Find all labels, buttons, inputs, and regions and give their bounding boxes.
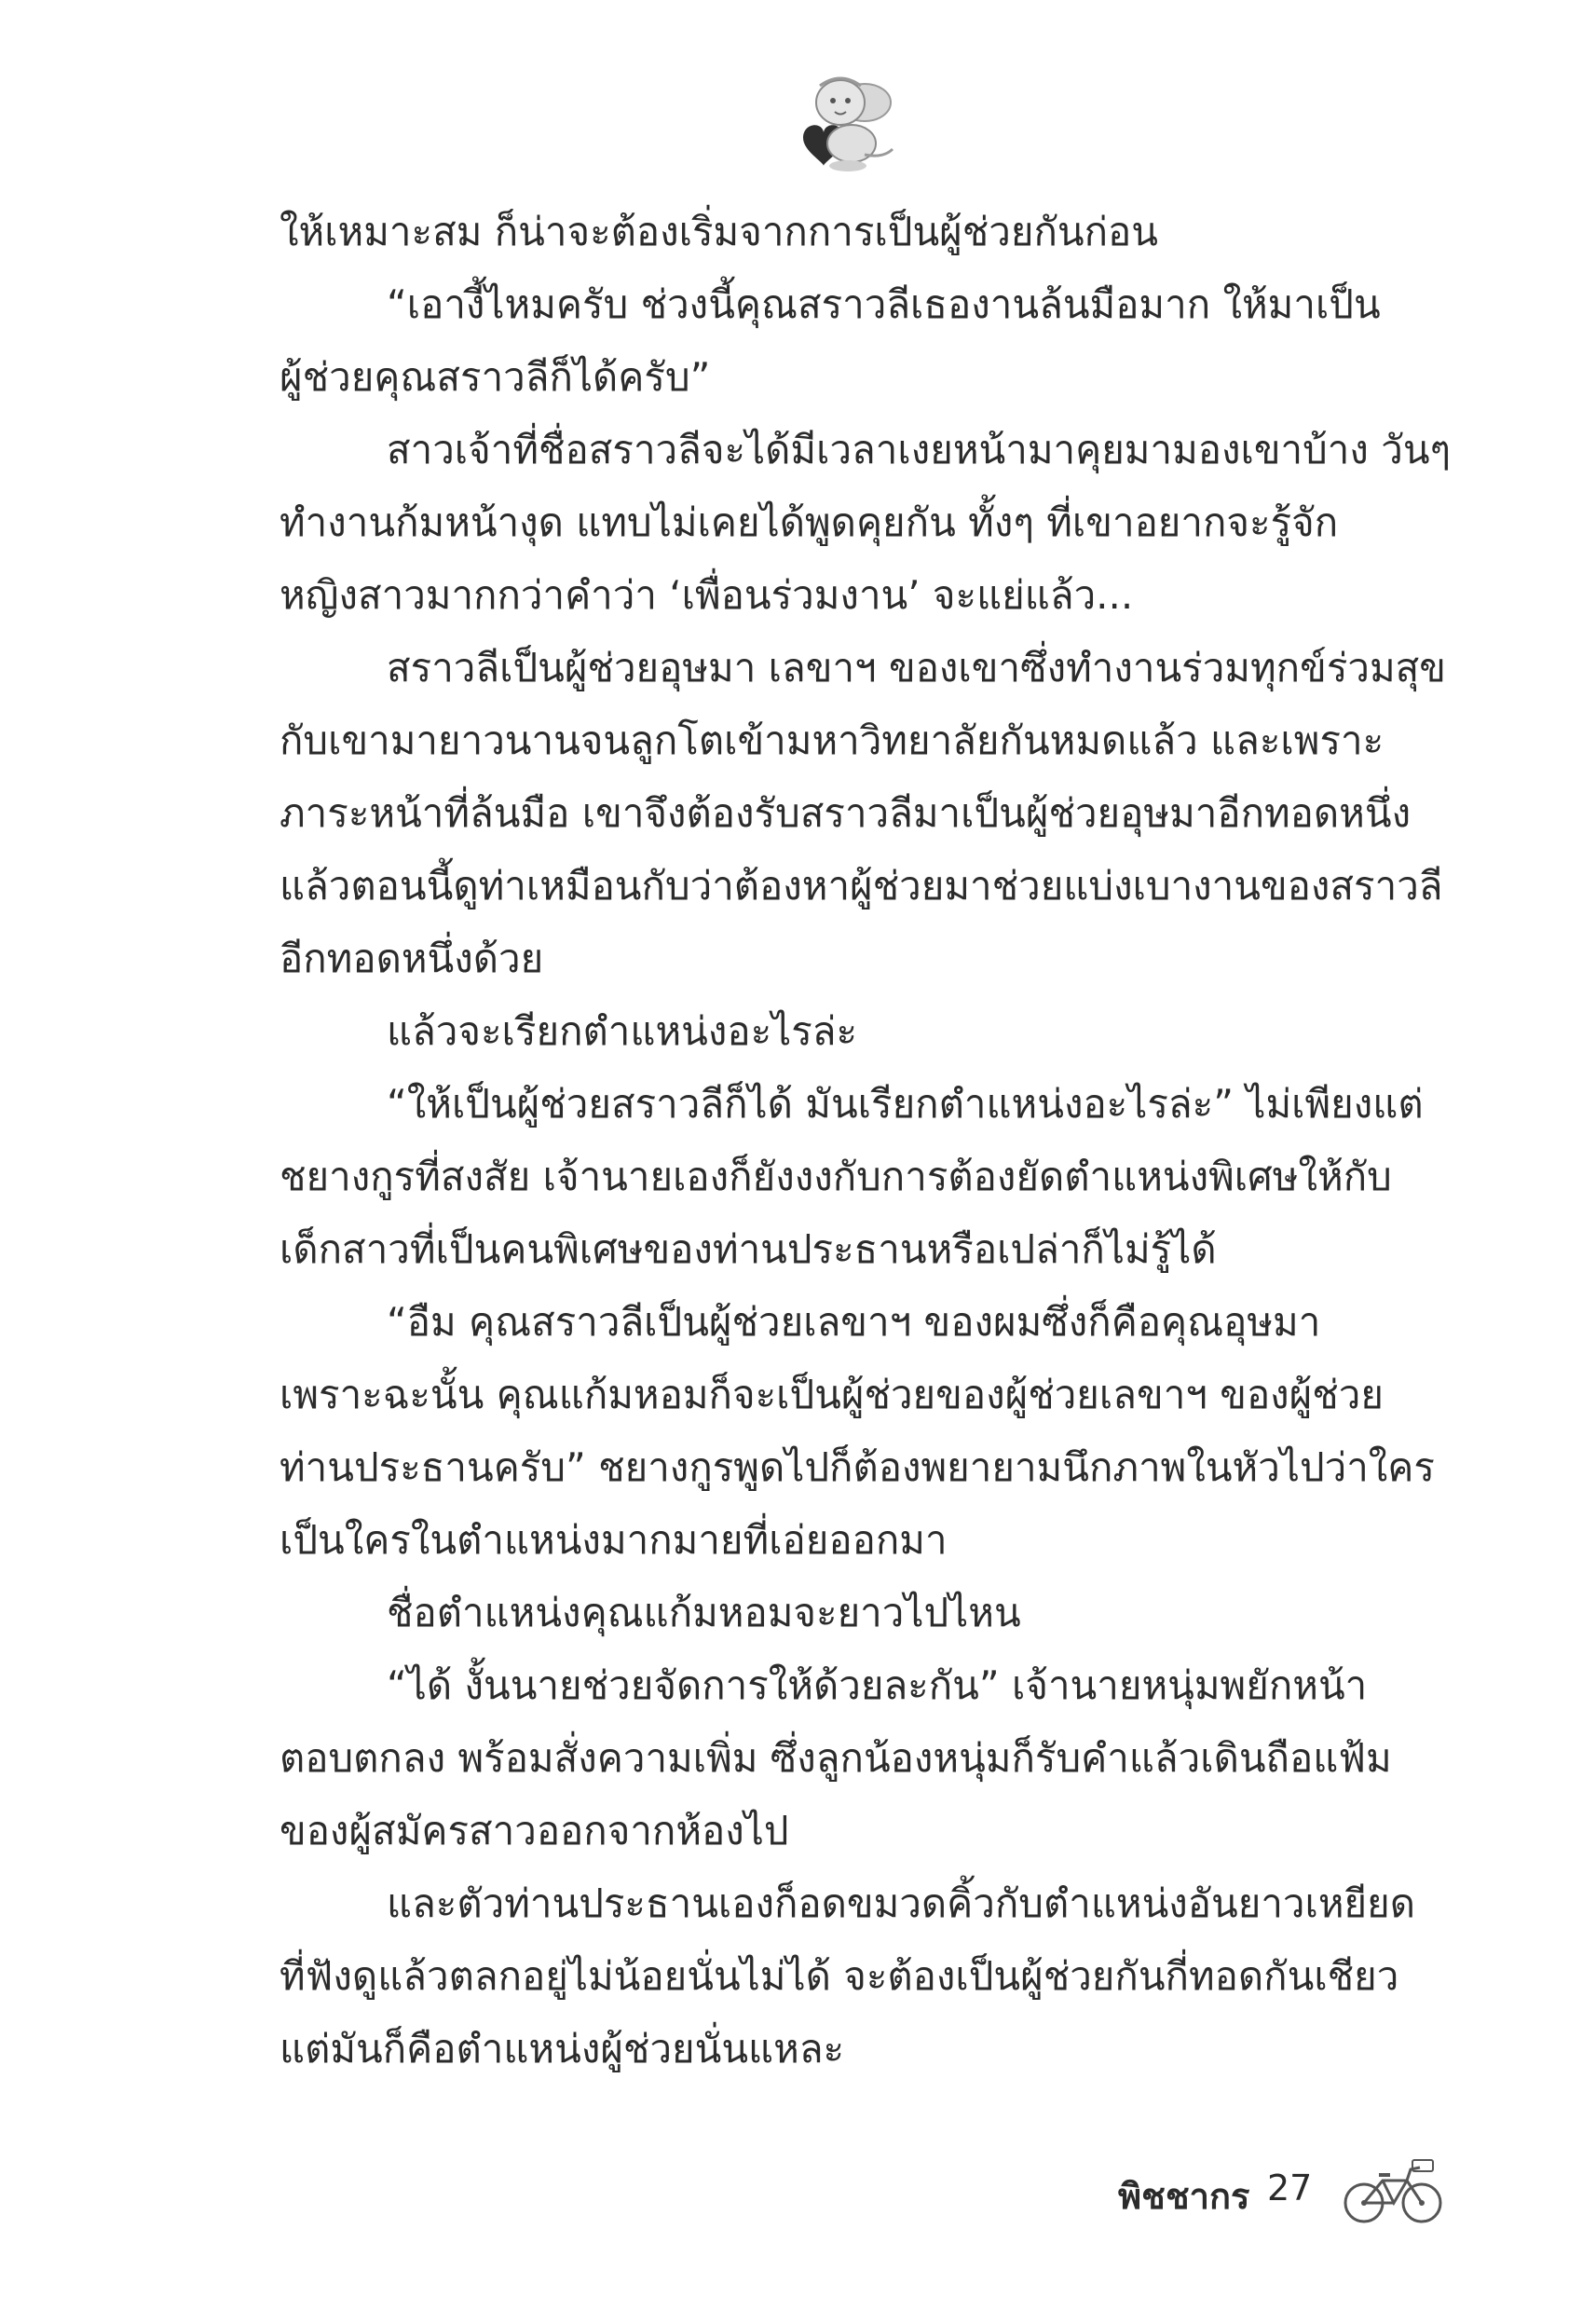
text-line: “ได้ งั้นนายช่วยจัดการให้ด้วยละกัน” เจ้านายหนุ่มพยักหน้า bbox=[387, 1662, 1368, 1708]
text-line: เป็นใครในตำแหน่งมากมายที่เอ่ยออกมา bbox=[280, 1517, 948, 1563]
text-line: สราวลีเป็นผู้ช่วยอุษมา เลขาฯ ของเขาซึ่งทำงานร่วมทุกข์ร่วมสุข bbox=[387, 645, 1446, 691]
text-line: ท่านประธานครับ” ชยางกูรพูดไปก็ต้องพยายามนึกภาพในหัวไปว่าใคร bbox=[280, 1444, 1435, 1490]
text-line: หญิงสาวมากกว่าคำว่า ‘เพื่อนร่วมงาน’ จะแย่แล้ว... bbox=[280, 572, 1134, 618]
text-line: ชยางกูรที่สงสัย เจ้านายเองก็ยังงงกับการต้องยัดตำแหน่งพิเศษให้กับ bbox=[280, 1154, 1392, 1199]
text-line: แต่มันก็คือตำแหน่งผู้ช่วยนั่นแหละ bbox=[280, 2026, 845, 2072]
text-line: ทำงานก้มหน้างุด แทบไม่เคยได้พูดคุยกัน ทั้งๆ ที่เขาอยากจะรู้จัก bbox=[280, 499, 1339, 545]
text-line: “อืม คุณสราวลีเป็นผู้ช่วยเลขาฯ ของผมซึ่งก็คือคุณอุษมา bbox=[387, 1299, 1321, 1345]
text-line: ที่ฟังดูแล้วตลกอยู่ไม่น้อยนั่นไม่ได้ จะต้องเป็นผู้ช่วยกันกี่ทอดกันเชียว bbox=[280, 1953, 1399, 1999]
text-line: “ให้เป็นผู้ช่วยสราวลีก็ได้ มันเรียกตำแหน่งอะไรล่ะ” ไม่เพียงแต่ bbox=[387, 1081, 1424, 1127]
text-line: แล้วจะเรียกตำแหน่งอะไรล่ะ bbox=[387, 1008, 858, 1054]
text-line: สาวเจ้าที่ชื่อสราวลีจะได้มีเวลาเงยหน้ามาคุยมามองเขาบ้าง วันๆ bbox=[387, 427, 1452, 472]
text-line: เด็กสาวที่เป็นคนพิเศษของท่านประธานหรือเปล่าก็ไม่รู้ได้ bbox=[280, 1226, 1217, 1272]
text-line: อีกทอดหนึ่งด้วย bbox=[280, 936, 544, 981]
author-name: พิชชากร bbox=[1118, 2176, 1250, 2217]
text-line: “เอางี้ไหมครับ ช่วงนี้คุณสราวลีเธองานล้นมือมาก ให้มาเป็น bbox=[387, 281, 1381, 327]
bicycle-icon bbox=[1342, 2153, 1444, 2227]
text-line: แล้วตอนนี้ดูท่าเหมือนกับว่าต้องหาผู้ช่วยมาช่วยแบ่งเบางานของสราวลี bbox=[280, 863, 1443, 909]
text-line: ของผู้สมัครสาวออกจากห้องไป bbox=[280, 1808, 789, 1853]
text-line: ภาระหน้าที่ล้นมือ เขาจึงต้องรับสราวลีมาเป็นผู้ช่วยอุษมาอีกทอดหนึ่ง bbox=[280, 790, 1412, 836]
text-line: กับเขามายาวนานจนลูกโตเข้ามหาวิทยาลัยกันหมดแล้ว และเพราะ bbox=[280, 718, 1385, 763]
text-line: ให้เหมาะสม ก็น่าจะต้องเริ่มจากการเป็นผู้ช่วยกันก่อน bbox=[280, 209, 1158, 254]
text-line: ตอบตกลง พร้อมสั่งความเพิ่ม ซึ่งลูกน้องหนุ่มก็รับคำแล้วเดินถือแฟ้ม bbox=[280, 1735, 1392, 1781]
page-number: 27 bbox=[1267, 2167, 1313, 2208]
text-line: ผู้ช่วยคุณสราวลีก็ได้ครับ” bbox=[280, 354, 711, 400]
cherub-heart-icon bbox=[783, 65, 904, 177]
text-line: และตัวท่านประธานเองก็อดขมวดคิ้วกับตำแหน่งอันยาวเหยียด bbox=[387, 1880, 1416, 1926]
text-line: เพราะฉะนั้น คุณแก้มหอมก็จะเป็นผู้ช่วยของผู้ช่วยเลขาฯ ของผู้ช่วย bbox=[280, 1372, 1384, 1417]
page-footer bbox=[1118, 2143, 1453, 2236]
body-text bbox=[280, 196, 1452, 2085]
text-line: ชื่อตำแหน่งคุณแก้มหอมจะยาวไปไหน bbox=[387, 1590, 1021, 1635]
